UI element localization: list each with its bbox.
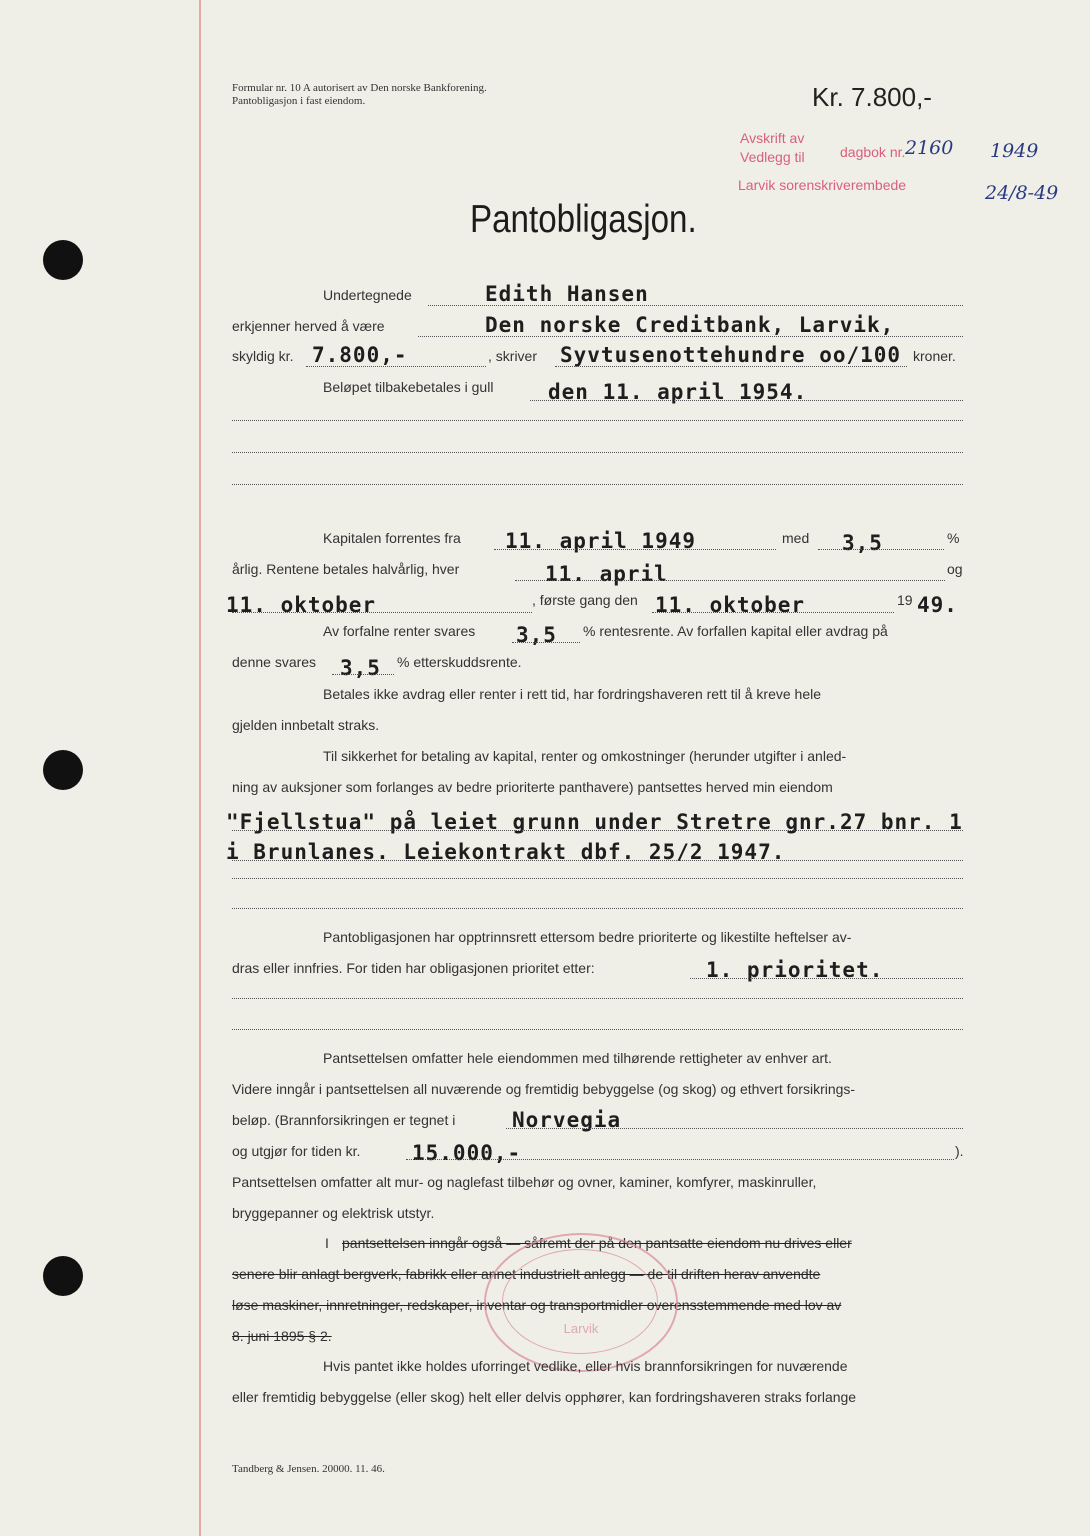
fill-line xyxy=(494,549,776,550)
sikkerhet-line2: ning av auksjoner som forlanges av bedre prioriterte panthavere) pantsettes herved min eiendom xyxy=(232,779,833,795)
utgjor-value: 15.000,- xyxy=(412,1141,522,1165)
header-amount: Kr. 7.800,- xyxy=(812,82,932,112)
fill-line xyxy=(232,612,532,613)
fill-line xyxy=(232,1029,963,1030)
forfalne-label: Av forfalne renter svares xyxy=(323,623,476,639)
struck-line3: løse maskiner, innretninger, redskaper, inventar og transportmidler overensstemmende med lov av xyxy=(232,1297,842,1313)
omfatter-line3: beløp. (Brannforsikringen er tegnet i xyxy=(232,1112,456,1128)
erkjenner-value: Den norske Creditbank, Larvik, xyxy=(485,313,895,337)
struck-line2: senere blir anlagt bergverk, fabrikk eller annet industrielt anlegg — de til driften herav anvendte xyxy=(232,1266,821,1282)
seal-inner-ring xyxy=(502,1249,658,1354)
betales-line2: gjelden innbetalt straks. xyxy=(232,717,380,733)
fill-line xyxy=(818,549,944,550)
belopet-label: Beløpet tilbakebetales i gull xyxy=(323,379,494,395)
prioritet-value: 1. prioritet. xyxy=(706,958,884,982)
hvis-line2: eller fremtidig bebyggelse (eller skog) helt eller delvis opphører, kan fordringshaveren straks forlange xyxy=(232,1389,857,1405)
forrentes-label: Kapitalen forrentes fra xyxy=(323,530,461,546)
fill-line xyxy=(530,400,963,401)
stamp-dagbok-number: 2160 xyxy=(905,137,954,159)
skriver-value: Syvtusenottehundre oo/100 xyxy=(560,343,902,367)
opprinn-line2: dras eller innfries. For tiden har obligasjonen prioritet etter: xyxy=(232,960,595,976)
fill-line xyxy=(512,642,580,643)
omfatter-line1: Pantsettelsen omfatter hele eiendommen med tilhørende rettigheter av enhver art. xyxy=(323,1050,832,1066)
forste-label: , første gang den xyxy=(532,592,638,608)
struck-i: I xyxy=(325,1235,329,1251)
official-seal xyxy=(484,1233,678,1372)
struck-line1: pantsettelsen inngår også — såfremt der på den pantsatte eiendom nu drives eller xyxy=(342,1235,852,1251)
opprinn-line1: Pantobligasjonen har opptrinnsrett ettersom bedre prioriterte og likestilte heftelser av- xyxy=(323,929,852,945)
margin-line xyxy=(199,0,201,1536)
skyldig-value: 7.800,- xyxy=(312,343,408,367)
fill-line xyxy=(232,878,963,879)
skyldig-label: skyldig kr. xyxy=(232,348,294,364)
fill-line xyxy=(406,1159,954,1160)
fill-line xyxy=(232,860,963,861)
punch-hole xyxy=(43,750,83,790)
undertegnede-value: Edith Hansen xyxy=(485,282,649,306)
hver-value: 11. april xyxy=(545,562,668,586)
omfatter-line2: Videre inngår i pantsettelsen all nuværende og fremtidig bebyggelse (og skog) og ethvert forsikrings- xyxy=(232,1081,856,1097)
erkjenner-label: erkjenner herved å være xyxy=(232,318,385,334)
betales-line1: Betales ikke avdrag eller renter i rett tid, har fordringshaveren rett til å kreve hele xyxy=(323,686,822,702)
utgjor-label: og utgjør for tiden kr. xyxy=(232,1143,361,1159)
rate-value: 3,5 xyxy=(842,531,883,555)
murfast-line1: Pantsettelsen omfatter alt mur- og naglefast tilbehør og ovner, kaminer, komfyrer, maskinruller, xyxy=(232,1174,817,1190)
fill-line xyxy=(418,336,963,337)
year-prefix: 19 xyxy=(897,592,913,608)
fill-line xyxy=(332,674,394,675)
murfast-line2: bryggepanner og elektrisk utstyr. xyxy=(232,1205,435,1221)
fill-line xyxy=(232,452,963,453)
forfalne-value: 3,5 xyxy=(516,623,557,647)
punch-hole xyxy=(43,1256,83,1296)
fill-line xyxy=(515,580,945,581)
undertegnede-label: Undertegnede xyxy=(323,287,412,303)
fill-line xyxy=(232,908,963,909)
skriver-label: , skriver xyxy=(488,348,537,364)
stamp-office: Larvik sorenskriverembede xyxy=(738,177,907,193)
med-label: med xyxy=(782,530,810,546)
percent-sign: % xyxy=(947,530,960,546)
close-paren: ). xyxy=(955,1143,964,1159)
og-label: og xyxy=(947,561,963,577)
forrentes-value: 11. april 1949 xyxy=(505,529,697,553)
year-value: 49. xyxy=(917,593,958,617)
sikkerhet-line1: Til sikkerhet for betaling av kapital, renter og omkostninger (herunder utgifter i anled- xyxy=(323,748,847,764)
fill-line xyxy=(306,366,486,367)
forste-value: 11. oktober xyxy=(655,593,806,617)
belopet-value: den 11. april 1954. xyxy=(548,380,808,404)
property-line1: "Fjellstua" på leiet grunn under Stretre gnr.27 bnr. 1 xyxy=(226,810,963,834)
denne-label: denne svares xyxy=(232,654,317,670)
denne-value: 3,5 xyxy=(340,656,381,680)
fill-line xyxy=(232,998,963,999)
kroner-label: kroner. xyxy=(913,348,956,364)
document-title: Pantobligasjon. xyxy=(470,198,697,241)
fill-line xyxy=(652,612,894,613)
fill-line xyxy=(690,978,963,979)
stamp-vedlegg: Vedlegg til xyxy=(740,149,805,165)
fill-line xyxy=(232,484,963,485)
insurer-value: Norvegia xyxy=(512,1108,622,1132)
fill-line xyxy=(506,1128,963,1129)
etterskudd-label: % etterskuddsrente. xyxy=(397,654,522,670)
property-line2: i Brunlanes. Leiekontrakt dbf. 25/2 1947. xyxy=(226,840,786,864)
fill-line xyxy=(555,366,907,367)
printer-footer: Tandberg & Jensen. 20000. 11. 46. xyxy=(232,1463,385,1475)
fill-line xyxy=(428,305,963,306)
fill-line xyxy=(232,420,963,421)
stamp-date: 24/8-49 xyxy=(985,182,1059,204)
fill-line xyxy=(232,830,963,831)
rentesrente-label: % rentesrente. Av forfallen kapital eller avdrag på xyxy=(583,623,888,639)
oktober-value: 11. oktober xyxy=(226,593,377,617)
stamp-year: 1949 xyxy=(990,140,1039,162)
hvis-line1: Hvis pantet ikke holdes uforringet vedlike, eller hvis brannforsikringen for nuværende xyxy=(323,1358,848,1374)
form-type-line: Pantobligasjon i fast eiendom. xyxy=(232,95,366,107)
arlig-label: årlig. Rentene betales halvårlig, hver xyxy=(232,561,460,577)
stamp-dagbok-label: dagbok nr. xyxy=(840,144,906,160)
seal-text: Larvik xyxy=(563,1321,599,1336)
punch-hole xyxy=(43,240,83,280)
stamp-avskrift: Avskrift av xyxy=(740,130,805,146)
struck-line4: 8. juni 1895 § 2. xyxy=(232,1328,332,1344)
form-number-line: Formular nr. 10 A autorisert av Den norske Bankforening. xyxy=(232,82,487,94)
